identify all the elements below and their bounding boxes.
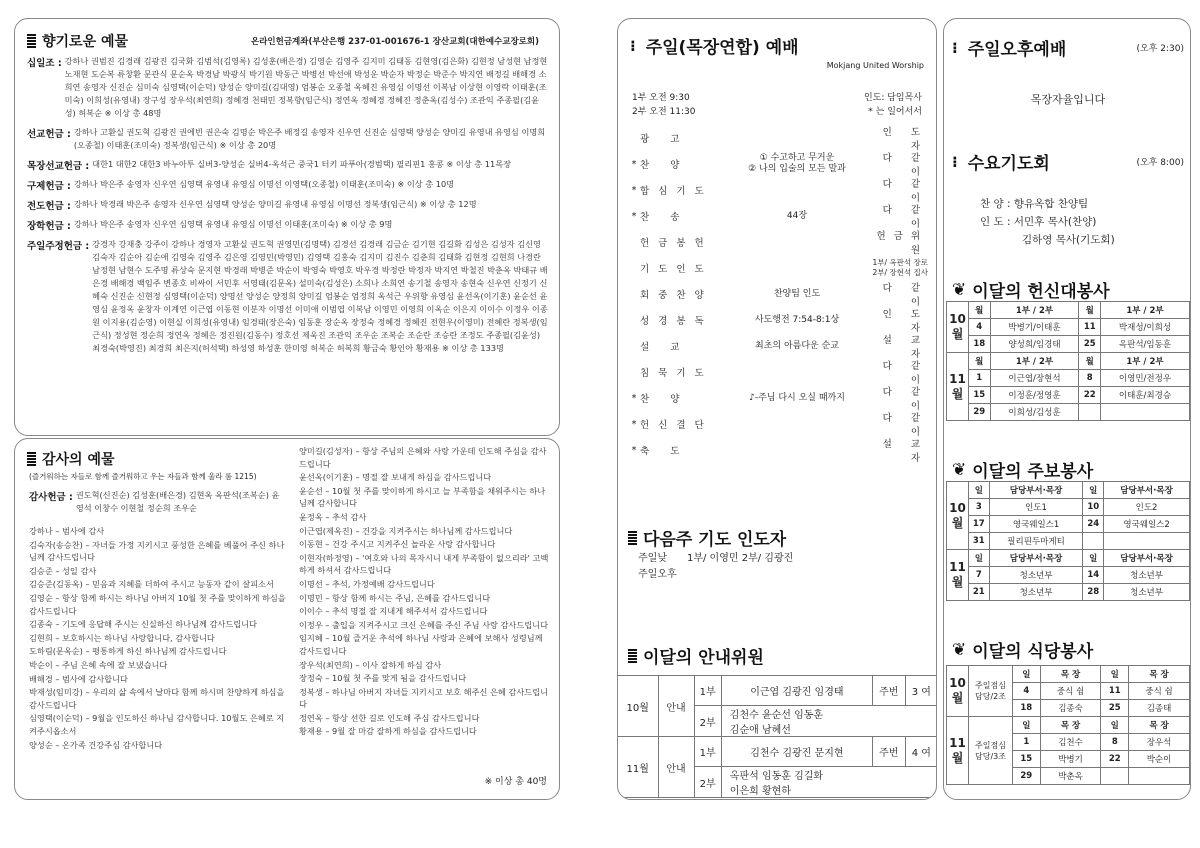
offering-row bbox=[27, 126, 549, 152]
service-item bbox=[628, 385, 928, 411]
thanks-item: 양성순 – 온가족 건강주심 감사합니다 bbox=[29, 739, 163, 750]
service-label: 광 고 bbox=[640, 134, 689, 145]
leaf-icon: ❦ bbox=[952, 639, 967, 660]
offering-label: 선교헌금 : bbox=[27, 129, 71, 140]
service-star: * bbox=[631, 444, 637, 456]
kitchen-title: 이달의 식당봉사 bbox=[972, 642, 1094, 662]
service-star: * bbox=[631, 392, 637, 404]
name-cell: 영국웨일스2 bbox=[1104, 516, 1190, 533]
day-cell: 25 bbox=[1079, 336, 1101, 353]
offering-names: 강하나 박경래 박은주 송영자 신우연 심영택 양성순 양미길 유영내 유영심 이명선 정복생(임근식) ※ 이상 총 12명 bbox=[73, 199, 477, 209]
name-cell bbox=[1104, 533, 1190, 550]
col-day: 월 bbox=[1079, 353, 1101, 370]
ushers-table bbox=[618, 675, 937, 798]
thanks-left-col bbox=[29, 525, 291, 752]
service-label: 헌신결단 bbox=[640, 420, 713, 431]
team-label: 주일점심 담당/2조 bbox=[969, 666, 1013, 717]
service-label: 기도인도 bbox=[640, 264, 713, 275]
col-day: 일 bbox=[1083, 550, 1104, 567]
dedication-heading bbox=[952, 277, 1110, 302]
thanks-item: 이근엽(제옥진) – 건강을 지켜주시는 하나님께 감사드립니다 bbox=[299, 525, 513, 536]
offering-label: 전도헌금 : bbox=[27, 201, 71, 212]
service-label: 찬 송 bbox=[640, 212, 689, 223]
offering-panel bbox=[14, 18, 560, 436]
thanks-item: 이현자(하정영) – '여호와 나의 목자시니 내게 부족함이 없으리라' 고백하게 하셔서 감사드립니다 bbox=[299, 552, 549, 576]
day-cell: 11 bbox=[1079, 319, 1101, 336]
service-label: 찬 양 bbox=[640, 160, 689, 171]
col-day: 일 bbox=[1083, 482, 1104, 499]
offering-row bbox=[27, 158, 549, 172]
afternoon-title: 주일오후예배 bbox=[967, 40, 1067, 60]
col-day: 일 bbox=[1101, 666, 1129, 683]
day-cell bbox=[1079, 404, 1101, 421]
name-cell: 이정훈/정영훈 bbox=[990, 387, 1079, 404]
col-day: 일 bbox=[1013, 666, 1041, 683]
service-leader: 다 같 이 bbox=[882, 283, 928, 308]
name-cell bbox=[1129, 768, 1190, 785]
offering-row bbox=[27, 178, 549, 192]
col-head: 목 장 bbox=[1129, 666, 1190, 683]
bul-grid bbox=[946, 481, 1190, 601]
offering-names: 강하나 박은주 송영자 신우연 심영택 유영내 유영심 이명선 이태훈(조미숙) ※ 이상 총 9명 bbox=[73, 219, 393, 229]
bar-icon bbox=[628, 531, 637, 545]
month-label: 11 월 bbox=[947, 353, 969, 421]
usher-names: 옥판석 임동훈 김길화 이은희 황현하 bbox=[721, 767, 937, 798]
day-cell: 22 bbox=[1079, 387, 1101, 404]
leaf-icon: ❦ bbox=[952, 459, 967, 480]
thanks-item: 장우석(최연희) – 이사 잘하게 하심 감사 bbox=[299, 659, 442, 670]
offering-row bbox=[27, 198, 549, 212]
col-day: 월 bbox=[969, 302, 991, 319]
thanks-panel bbox=[14, 438, 560, 800]
service-item bbox=[628, 359, 928, 385]
name-cell: 김천수 bbox=[1040, 734, 1101, 751]
offering-label: 목장선교헌금 : bbox=[27, 161, 90, 172]
name-cell bbox=[1100, 404, 1189, 421]
col-head: 담당부서·목장 bbox=[1104, 550, 1190, 567]
bar-icon bbox=[27, 34, 36, 48]
thanks-item: 김숙자(송승찬) – 자녀들 가정 지키시고 풍성한 은혜를 베풀어 주신 하나님께 감사드립니다 bbox=[29, 539, 285, 563]
col-day: 월 bbox=[1079, 302, 1101, 319]
offering-row bbox=[27, 218, 549, 232]
name-cell: 장우석 bbox=[1129, 734, 1190, 751]
day-cell: 25 bbox=[1101, 700, 1129, 717]
thanks-item: 정복생 – 하나님 아버지 자녀들 지키시고 보호 해주신 은혜 감사드립니다 bbox=[299, 686, 548, 710]
col-head: 담당부서·목장 bbox=[989, 550, 1083, 567]
service-item bbox=[628, 177, 928, 203]
thanks-item: 김승준 – 성일 감사 bbox=[29, 565, 97, 576]
afternoon-text: 목장자율입니다 bbox=[1030, 93, 1106, 106]
ushers-title: 이달의 안내위원 bbox=[643, 648, 764, 668]
day-cell: 4 bbox=[969, 319, 991, 336]
service-star: * bbox=[631, 184, 637, 196]
day-cell: 17 bbox=[969, 516, 990, 533]
usher-duty: 주번 bbox=[873, 737, 906, 767]
name-cell: 이태훈/최경승 bbox=[1100, 387, 1189, 404]
thanks-head-label: 감사헌금 : bbox=[29, 492, 73, 503]
bullet-icon: ⁝ bbox=[952, 38, 958, 57]
offering-row bbox=[27, 238, 549, 355]
name-cell: 청소년부 bbox=[989, 584, 1083, 601]
day-cell: 29 bbox=[1013, 768, 1041, 785]
name-cell: 필리핀두마게티 bbox=[989, 533, 1083, 550]
service-detail: 44장 bbox=[786, 210, 808, 221]
service-star: * bbox=[631, 158, 637, 170]
name-cell: 김종태 bbox=[1129, 700, 1190, 717]
leader-note: 인도: 담임목사 bbox=[863, 93, 922, 103]
thanks-item: 이동현 – 건강 주시고 지켜주신 놀라운 사랑 감사합니다 bbox=[299, 539, 496, 550]
worship-heading bbox=[630, 33, 799, 58]
bulletin-title: 이달의 주보봉사 bbox=[972, 462, 1094, 482]
month-label: 10 월 bbox=[947, 482, 969, 550]
offering-list bbox=[27, 55, 549, 361]
service-item bbox=[628, 151, 928, 177]
col-head: 담당부서·목장 bbox=[1104, 482, 1190, 499]
thanks-item: 심영택(이순덕) – 9월을 인도하신 하나님 감사합니다. 10월도 은혜로 지켜주시옵소서 bbox=[29, 713, 285, 736]
usher-duty: 주번 bbox=[873, 676, 906, 706]
thanks-item: 김종숙 – 기도에 응답해 주시는 신실하신 하나님께 감사드립니다 bbox=[29, 619, 257, 630]
day-cell: 28 bbox=[1083, 584, 1104, 601]
thanks-item: 윤선옥(이기훈) – 명절 잘 보내게 하심을 감사드립니다 bbox=[299, 472, 492, 483]
name-cell: 인도2 bbox=[1104, 499, 1190, 516]
thanks-head bbox=[29, 489, 287, 515]
day-cell: 24 bbox=[1083, 516, 1104, 533]
thanks-item: 이명선 – 추석, 가정예배 감사드립니다 bbox=[299, 578, 435, 589]
usher-names: 이근엽 김광진 임경태 bbox=[721, 676, 872, 706]
col-head: 목 장 bbox=[1040, 717, 1101, 734]
service-item bbox=[628, 307, 928, 333]
name-cell: 이희성/김성훈 bbox=[990, 404, 1079, 421]
next-title: 다음주 기도 인도자 bbox=[643, 530, 787, 550]
team-label: 주일점심 담당/3조 bbox=[969, 717, 1013, 785]
service-star: * bbox=[631, 210, 637, 222]
col-head: 1부 / 2부 bbox=[1100, 302, 1189, 319]
col-day: 일 bbox=[1013, 717, 1041, 734]
service-detail: 찬양팀 인도 bbox=[773, 288, 821, 299]
col-head: 1부 / 2부 bbox=[1100, 353, 1189, 370]
thanks-item: 김현희 – 보호하시는 하나님 사랑합니다, 감사합니다 bbox=[29, 632, 215, 643]
service-leader: 헌금위원 bbox=[876, 231, 928, 256]
thanks-head-text: 권도혁(신진순) 김성훈(배은경) 김현옥 옥판석(조복순) 윤영석 이창수 이현철 정순희 조우순 bbox=[75, 490, 280, 513]
month-label: 10 월 bbox=[947, 666, 969, 717]
thanks-item: 윤정옥 – 추석 감사 bbox=[299, 511, 367, 522]
name-cell: 중식 쉼 bbox=[1129, 683, 1190, 700]
wednesday-time: (오후 8:00) bbox=[1136, 158, 1184, 168]
service-leader: 다 같 이 bbox=[882, 387, 928, 412]
worship-subtitle: Mokjang United Worship bbox=[826, 61, 924, 70]
worship-title: 주일(목장연합) 예배 bbox=[645, 38, 799, 58]
order-of-service bbox=[628, 125, 928, 463]
offering-label: 구제헌금 : bbox=[27, 181, 71, 192]
afternoon-heading bbox=[952, 35, 1184, 60]
offering-label: 장학헌금 : bbox=[27, 221, 71, 232]
name-cell: 중식 쉼 bbox=[1040, 683, 1101, 700]
wednesday-leader2: 김하영 목사(기도회) bbox=[1022, 234, 1115, 246]
day-cell: 8 bbox=[1101, 734, 1129, 751]
bullet-icon: ⁝ bbox=[630, 36, 636, 55]
standing-note: * 는 일어서서 bbox=[868, 107, 922, 117]
name-cell: 청소년부 bbox=[1104, 567, 1190, 584]
col-head: 목 장 bbox=[1040, 666, 1101, 683]
usher-role: 안내 bbox=[658, 676, 694, 737]
next-sunday-day: 주일낮 bbox=[638, 553, 667, 564]
service-item bbox=[628, 255, 928, 281]
thanks-title: 감사의 예물 bbox=[42, 452, 115, 468]
service-label: 성경봉독 bbox=[640, 316, 713, 327]
service-leader: 설 교 자 bbox=[882, 335, 928, 360]
ded-grid bbox=[946, 301, 1190, 421]
name-cell: 박병기 bbox=[1040, 751, 1101, 768]
month-label: 10 월 bbox=[947, 302, 969, 353]
service-leader: 인 도 자 bbox=[882, 127, 928, 152]
service-detail: 사도행전 7:54-8:1상 bbox=[754, 314, 840, 325]
afternoon-time: (오후 2:30) bbox=[1136, 44, 1184, 54]
name-cell: 청소년부 bbox=[1104, 584, 1190, 601]
service-leader: 다 같 이 bbox=[882, 361, 928, 386]
time-first: 1부 오전 9:30 bbox=[632, 93, 690, 103]
usher-role: 안내 bbox=[658, 737, 694, 798]
offering-names: 강하나 박은주 송영자 신우연 심영택 유영내 유영심 이명선 이영택(오종철) 이태훈(조미숙) ※ 이상 총 10명 bbox=[73, 179, 455, 189]
service-leader: 다 같 이 bbox=[882, 153, 928, 178]
service-item bbox=[628, 437, 928, 463]
service-leader: 다 같 이 bbox=[882, 179, 928, 204]
usher-month: 10월 bbox=[618, 676, 658, 737]
offering-names: 대한1 대한2 대한3 바누아투 실버3-양성순 실버4-옥석근 중국1 터키 파푸아(경범택) 필리핀1 홍콩 ※ 이상 총 11목장 bbox=[92, 159, 512, 169]
name-cell: 박춘옥 bbox=[1040, 768, 1101, 785]
col-day: 일 bbox=[1101, 717, 1129, 734]
name-cell: 양성희/임경태 bbox=[990, 336, 1079, 353]
offering-title: 향기로운 예물 bbox=[42, 34, 129, 50]
name-cell: 청소년부 bbox=[989, 567, 1083, 584]
kitchen-table bbox=[946, 665, 1190, 785]
day-cell: 18 bbox=[1013, 700, 1041, 717]
service-detail: ♪-주님 다시 오실 때까지 bbox=[749, 392, 845, 403]
thanks-right-col bbox=[299, 445, 553, 739]
month-label: 11 월 bbox=[947, 717, 969, 785]
name-cell: 김종숙 bbox=[1040, 700, 1101, 717]
kit-grid bbox=[946, 665, 1190, 785]
service-label: 회중찬양 bbox=[640, 290, 713, 301]
usher-part: 1부 bbox=[694, 676, 721, 706]
month-label: 11 월 bbox=[947, 550, 969, 601]
bullet-icon: ⁝ bbox=[952, 152, 958, 171]
thanks-item: 양미길(김성자) – 항상 주님의 은혜와 사랑 가운데 인도해 주심을 감사드립니다 bbox=[299, 446, 547, 469]
thanks-item: 이명민 – 항상 함께 하시는 주님, 은혜를 감사드립니다 bbox=[299, 592, 491, 603]
service-leader: 다 같 이 bbox=[882, 413, 928, 438]
wednesday-praise: 찬 양 : 향유옥합 찬양팀 bbox=[980, 198, 1089, 210]
day-cell: 10 bbox=[1083, 499, 1104, 516]
thanks-item: 임지혜 – 10월 즐거운 추석에 하나님 사랑과 은혜에 보해사 성령님께 감사드립니다 bbox=[299, 633, 543, 656]
thanks-item: 윤순선 – 10월 첫 주를 맞이하게 하시고 늘 부족함을 채워주시는 하나님께 감사합니다 bbox=[299, 485, 546, 509]
service-item bbox=[628, 229, 928, 255]
leaf-icon: ❦ bbox=[952, 279, 967, 300]
usher-names: 김천수 윤순선 임동훈 김순애 남혜선 bbox=[721, 706, 937, 737]
thanks-item: 정연옥 – 항상 선한 길로 인도해 주심 감사드립니다 bbox=[299, 712, 480, 723]
bulletin-table bbox=[946, 481, 1190, 601]
name-cell: 옥판석/임동훈 bbox=[1100, 336, 1189, 353]
offering-account: 온라인헌금계좌(부산은행 237-01-001676-1 장산교회(대한예수교장로회) bbox=[251, 37, 539, 47]
thanks-verse: (즐거워하는 자들로 함께 즐거워하고 우는 자들과 함께 울라 롬 1215) bbox=[29, 472, 257, 481]
name-cell: 영국웨일스1 bbox=[989, 516, 1083, 533]
day-cell: 1 bbox=[969, 370, 991, 387]
usher-month: 11월 bbox=[618, 737, 658, 798]
day-cell: 14 bbox=[1083, 567, 1104, 584]
day-cell: 31 bbox=[969, 533, 990, 550]
thanks-item: 강하나 – 범사에 감사 bbox=[29, 526, 105, 536]
bulletin-heading bbox=[952, 457, 1093, 482]
col-head: 목 장 bbox=[1129, 717, 1190, 734]
service-label: 찬 양 bbox=[640, 394, 689, 405]
offering-heading bbox=[27, 31, 128, 51]
thanks-item: 장정숙 – 10월 첫 주를 맞게 됨을 감사드립니다 bbox=[299, 673, 467, 684]
service-label: 축 도 bbox=[640, 446, 689, 457]
schedule-panel bbox=[943, 18, 1191, 800]
name-cell: 이근엽/장현석 bbox=[990, 370, 1079, 387]
service-item bbox=[628, 333, 928, 359]
service-item bbox=[628, 281, 928, 307]
service-item bbox=[628, 203, 928, 229]
dedication-title: 이달의 헌신대봉사 bbox=[972, 282, 1110, 302]
name-cell: 박순이 bbox=[1129, 751, 1190, 768]
bar-icon bbox=[27, 452, 36, 466]
service-label: 침묵기도 bbox=[640, 368, 713, 379]
service-leader: 다 같 이 bbox=[882, 205, 928, 230]
thanks-heading bbox=[27, 449, 115, 469]
col-day: 일 bbox=[969, 550, 990, 567]
thanks-item: 박순이 – 주님 은혜 속에 잘 보냈습니다 bbox=[29, 659, 168, 670]
ushers-grid bbox=[618, 675, 937, 798]
day-cell: 21 bbox=[969, 584, 990, 601]
day-cell bbox=[1083, 533, 1104, 550]
service-label: 합심기도 bbox=[640, 186, 713, 197]
dedication-table bbox=[946, 301, 1190, 421]
service-detail: 최초의 아름다운 순교 bbox=[755, 340, 839, 351]
col-head: 1부 / 2부 bbox=[990, 302, 1079, 319]
name-cell: 인도1 bbox=[989, 499, 1083, 516]
thanks-item: 박재성(임미강) – 우리의 삶 속에서 날마다 함께 하시며 찬양하게 하심을 감사드립니다 bbox=[29, 687, 285, 710]
thanks-item: 도하림(문옥순) – 평통하게 하신 하나님께 감사드립니다 bbox=[29, 646, 227, 657]
name-cell: 이영민/전정우 bbox=[1100, 370, 1189, 387]
usher-part: 2부 bbox=[694, 767, 721, 798]
col-day: 일 bbox=[969, 482, 990, 499]
offering-label: 십일조 : bbox=[27, 58, 62, 69]
day-cell: 7 bbox=[969, 567, 990, 584]
col-day: 월 bbox=[969, 353, 991, 370]
usher-names: 김천수 김광진 문지현 bbox=[721, 737, 872, 767]
usher-part: 1부 bbox=[694, 737, 721, 767]
day-cell: 8 bbox=[1079, 370, 1101, 387]
name-cell: 박병기/이태훈 bbox=[990, 319, 1079, 336]
thanks-item: 황재용 – 9월 잘 마감 잘하게 하심을 감사드립니다 bbox=[299, 726, 477, 737]
day-cell: 29 bbox=[969, 404, 991, 421]
service-item bbox=[628, 125, 928, 151]
service-label: 헌금봉헌 bbox=[640, 238, 713, 249]
service-leader: 인 도 자 bbox=[882, 309, 928, 334]
bar-icon bbox=[628, 649, 637, 663]
wednesday-heading bbox=[952, 149, 1184, 174]
day-cell: 18 bbox=[969, 336, 991, 353]
day-cell bbox=[1101, 768, 1129, 785]
service-item bbox=[628, 411, 928, 437]
service-star: * bbox=[631, 418, 637, 430]
day-cell: 15 bbox=[1013, 751, 1041, 768]
day-cell: 3 bbox=[969, 499, 990, 516]
thanks-item: 김승준(김동옥) – 믿음과 지혜를 더하여 주시고 능동자 같이 살피소서 bbox=[29, 579, 274, 590]
day-cell: 15 bbox=[969, 387, 991, 404]
next-sunday-afternoon: 주일오후 bbox=[638, 569, 677, 580]
wednesday-title: 수요기도회 bbox=[967, 154, 1050, 174]
thanks-item: 이이수 – 추석 명절 잘 지내게 해주셔서 감사드립니다 bbox=[299, 606, 488, 617]
offering-names: 강하나 고환실 권도혁 김광진 권에빈 권은숙 김명순 박은주 배정길 송영자 신우연 신진순 심영택 양성순 양미길 유영내 유영심 이명희(오종철) 이태훈(조미숙) 정복생(임근식) ※ 이상 총 20명 bbox=[73, 127, 546, 150]
usher-count: 4 여 bbox=[905, 737, 937, 767]
day-cell: 11 bbox=[1101, 683, 1129, 700]
offering-names: 강하나 권범진 김경래 김광진 김국화 김범석(김영록) 김성훈(배은경) 김영순 김영주 김지미 김태동 김현영(김은화) 김현정 남성현 남정현 노재현 도순복 류창환 문관식 문순옥 박경남 박광식 박기원 박동근 박병선 박선애 박성운 박순자 박정순 박준수 박지연 배정길 배해경 소희연 송영자 신진순 심미숙 심영택(이순덕) 양성순 양미길(김대영) 엄봉순 오종철 옥혜진 유영심 이명선 이복남 이상현 이영락 이태훈(조미숙) 이희성(유영내) 장구성 장우석(최연희) 정혜경 천태민 정복향(임근식) 정연옥 정혜경 정혜진 정춘옥(김성수) 조관익 주종필(김윤성) 허복순 ※ 이상 총 48명 bbox=[64, 56, 548, 118]
worship-panel bbox=[617, 18, 937, 800]
day-cell: 4 bbox=[1013, 683, 1041, 700]
next-leaders: 1부/ 이영민 2부/ 김광진 bbox=[686, 553, 794, 564]
offering-row bbox=[27, 55, 549, 120]
usher-part: 2부 bbox=[694, 706, 721, 737]
thanks-item: 이정우 – 출입을 지켜주시고 크신 은혜를 주신 주님 사랑 감사드립니다 bbox=[299, 619, 548, 630]
service-label: 설 교 bbox=[640, 342, 689, 353]
time-second: 2부 오전 11:30 bbox=[632, 107, 696, 117]
thanks-item: 김영순 – 항상 함께 하시는 하나님 아버지 10월 첫 주를 맞이하게 하심을 감사드립니다 bbox=[29, 592, 286, 616]
ushers-heading bbox=[628, 643, 764, 668]
service-detail: ① 수고하고 무거운 ② 나의 입술의 모든 말과 bbox=[748, 153, 846, 174]
service-leader: 설 교 자 bbox=[882, 439, 928, 464]
kitchen-heading bbox=[952, 637, 1093, 662]
wednesday-leader: 인 도 : 서민후 목사(찬양) bbox=[980, 216, 1097, 228]
usher-count: 3 여 bbox=[905, 676, 937, 706]
thanks-item: 배해경 – 범사에 감사합니다 bbox=[29, 673, 128, 684]
offering-label: 주일주정헌금 : bbox=[27, 241, 90, 252]
col-head: 담당부서·목장 bbox=[989, 482, 1083, 499]
offering-names: 강경자 강재충 강주이 강하나 경영자 고환실 권도혁 권영민(김명택) 김경선 김경래 김금순 김기현 김길화 김성은 김성자 김신영 김숙자 김순아 김순애 김영숙 김영주 김은영 김영민(박영민) 김영택 김홍숙 김지미 김진수 김춘희 김태화 김현정 김현희 나경란 남정현 남현수 도주명 류상숙 문지현 박경래 박병준 박순이 박영숙 박영호 박우경 박정란 박정자 박지연 박철진 박춘옥 박태규 배은경 배해경 백임주 변종호 비싸이 서민후 서영태(김문옥) 설미숙(김성은) 소희나 소희연 송기철 송영자 송현숙 신우연 신정기 신혜숙 신진순 신현정 심영택(이순덕) 양명선 양성순 양정희 양미길 엄봉순 엄정희 옥석근 우위향 유영심 윤선옥(이기훈) 윤순선 윤영심 윤정옥 윤창자 이계연 이근엽 이동현 이분자 이명선 이미애 이범엽 이복남 이영민 이영희 이옥순 이은지 이이수 이정우 이종원 이지용(김순영) 이현실 이희성(유영내) 임경태(장은숙) 임동훈 장순옥 장정숙 정혜경 정혜진 전현우(이영미) 전혜란 정복생(임근식) 정성현 정순희 정연옥 정혜은 정진원(김동수) 정호선 제욱진 조관익 조우순 조복순 조순란 조승란 조정도 주종필(김윤성) 최경숙(박영진) 최경희 최은지(허석택) 하성영 하성훈 한미영 허복순 허복희 황금숙 황인아 황재용 ※ 이상 총 133명 bbox=[92, 239, 548, 353]
service-leader: 1부/ 옥판석 장로 2부/ 장현석 집사 bbox=[872, 258, 928, 277]
next-heading bbox=[628, 525, 786, 550]
name-cell: 박재성/이희성 bbox=[1100, 319, 1189, 336]
day-cell: 1 bbox=[1013, 734, 1041, 751]
thanks-total: ※ 이상 총 40명 bbox=[484, 777, 547, 787]
day-cell: 22 bbox=[1101, 751, 1129, 768]
col-head: 1부 / 2부 bbox=[990, 353, 1079, 370]
